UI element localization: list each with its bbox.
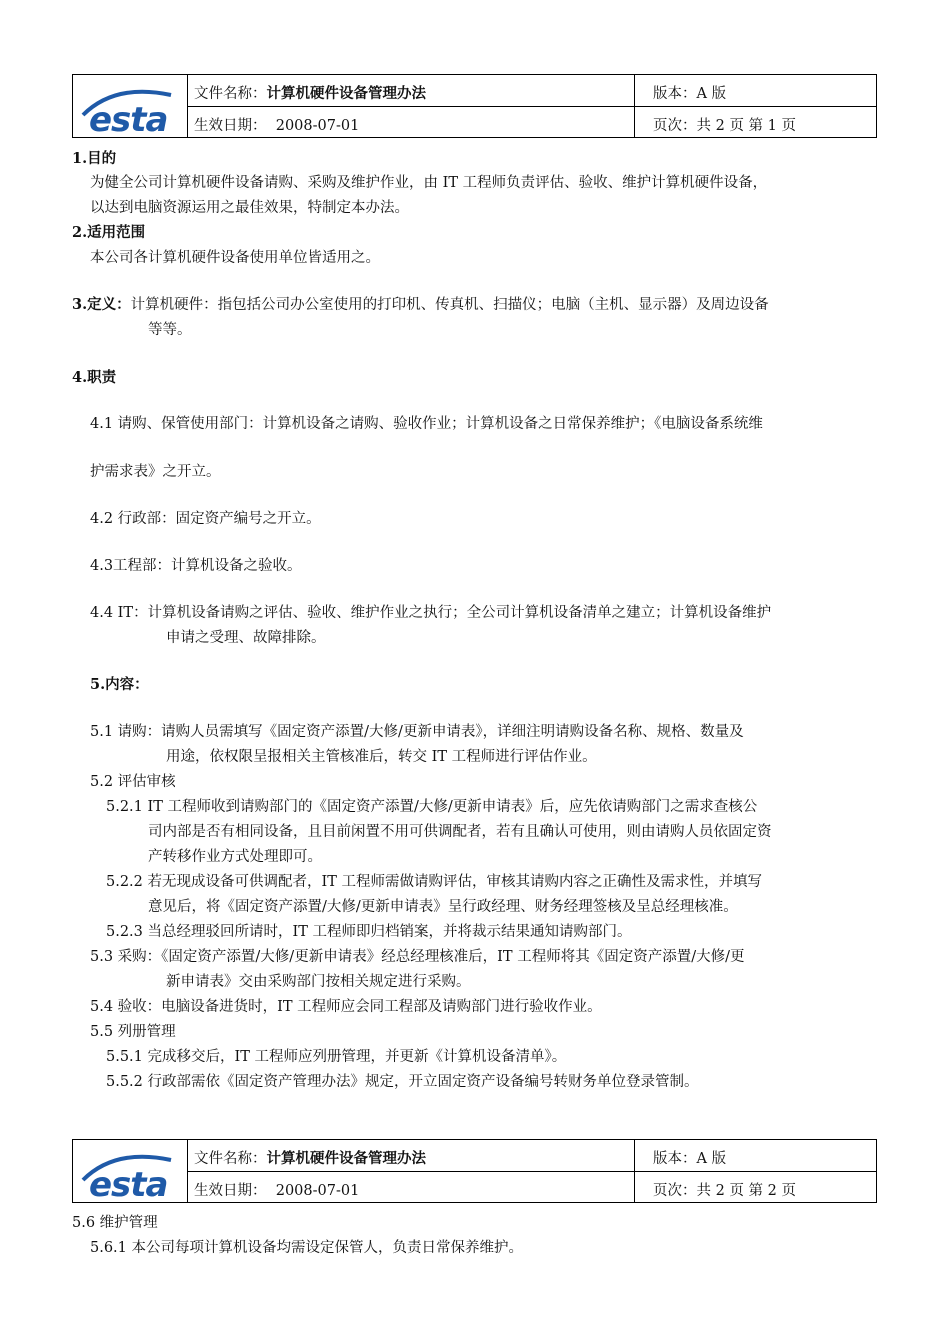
section-2-text: 本公司各计算机硬件设备使用单位皆适用之。 — [90, 250, 380, 266]
version: 版本：A 版 — [653, 1151, 727, 1167]
page-number: 页次：共 2 页 第 2 页 — [653, 1183, 796, 1199]
effective-date: 2008-07-01 — [275, 1183, 360, 1199]
logo-cell — [73, 75, 188, 137]
section-4-1: 护需求表》之开立。 — [90, 464, 221, 480]
doc-name-label: 文件名称： — [194, 86, 267, 102]
section-5-2-1: 5.2.1 IT 工程师收到请购部门的《固定资产添置/大修/更新申请表》后，应先依请购部门之需求查核公 — [106, 799, 758, 815]
section-4-4: 申请之受理、故障排除。 — [166, 630, 326, 646]
section-5-2-3: 5.2.3 当总经理驳回所请时，IT 工程师即归档销案，并将裁示结果通知请购部门。 — [106, 924, 632, 940]
section-5-1: 用途，依权限呈报相关主管核准后，转交 IT 工程师进行评估作业。 — [166, 749, 597, 765]
section-3-title: 3.定义： — [72, 296, 131, 313]
effective-label: 生效日期： — [194, 1183, 267, 1199]
section-5-6: 5.6 维护管理 — [72, 1215, 158, 1231]
svg-text:esta: esta — [89, 1165, 168, 1202]
section-5-5: 5.5 列册管理 — [90, 1024, 176, 1040]
company-logo — [75, 81, 187, 137]
doc-name: 计算机硬件设备管理办法 — [266, 85, 426, 102]
section-5-6-1: 5.6.1 本公司每项计算机设备均需设定保管人，负责日常保养维护。 — [90, 1240, 524, 1256]
section-5-2-2: 5.2.2 若无现成设备可供调配者，IT 工程师需做请购评估，审核其请购内容之正确性及需求性，并填写 — [106, 874, 763, 890]
version: 版本：A 版 — [653, 86, 727, 102]
section-3-text: 计算机硬件：指包括公司办公室使用的打印机、传真机、扫描仪；电脑（主机、显示器）及周边设备 — [130, 297, 769, 313]
section-5-2-1: 产转移作业方式处理即可。 — [148, 849, 322, 865]
section-5-1: 5.1 请购：请购人员需填写《固定资产添置/大修/更新申请表》，详细注明请购设备名称、规格、数量及 — [90, 724, 744, 740]
section-3-text: 等等。 — [148, 322, 192, 338]
document-header-page2 — [72, 1139, 877, 1203]
section-5-4: 5.4 验收：电脑设备进货时，IT 工程师应会同工程部及请购部门进行验收作业。 — [90, 999, 602, 1015]
section-4-3: 4.3工程部：计算机设备之验收。 — [90, 558, 302, 574]
section-4-4: 4.4 IT：计算机设备请购之评估、验收、维护作业之执行；全公司计算机设备清单之建立；计算机设备维护 — [90, 605, 772, 621]
section-5-2-2: 意见后，将《固定资产添置/大修/更新申请表》呈行政经理、财务经理签核及呈总经理核准。 — [148, 899, 738, 915]
section-4-1: 4.1 请购、保管使用部门：计算机设备之请购、验收作业；计算机设备之日常保养维护；《电脑设备系统维 — [90, 416, 763, 432]
section-5-title: 5.内容： — [90, 676, 149, 693]
doc-name-label: 文件名称： — [194, 1151, 267, 1167]
page-number: 页次：共 2 页 第 1 页 — [653, 118, 796, 134]
section-4-2: 4.2 行政部：固定资产编号之开立。 — [90, 511, 321, 527]
logo-cell — [73, 1140, 188, 1202]
section-5-5-2: 5.5.2 行政部需依《固定资产管理办法》规定，开立固定资产设备编号转财务单位登录管制。 — [106, 1074, 699, 1090]
section-5-5-1: 5.5.1 完成移交后，IT 工程师应列册管理，并更新《计算机设备清单》。 — [106, 1049, 567, 1065]
section-5-3: 新申请表》交由采购部门按相关规定进行采购。 — [166, 974, 471, 990]
section-5-3: 5.3 采购：《固定资产添置/大修/更新申请表》经总经理核准后，IT 工程师将其《固定资产添置/大修/更 — [90, 949, 745, 965]
effective-date: 2008-07-01 — [275, 118, 360, 134]
section-1-text: 为健全公司计算机硬件设备请购、采购及维护作业，由 IT 工程师负责评估、验收、维护计算机硬件设备， — [90, 175, 768, 191]
effective-label: 生效日期： — [194, 118, 267, 134]
section-5-2: 5.2 评估审核 — [90, 774, 176, 790]
section-1-text: 以达到电脑资源运用之最佳效果，特制定本办法。 — [90, 200, 409, 216]
doc-name: 计算机硬件设备管理办法 — [266, 1150, 426, 1167]
svg-text:esta: esta — [89, 100, 168, 137]
section-5-2-1: 司内部是否有相同设备，且目前闲置不用可供调配者，若有且确认可使用，则由请购人员依固定资 — [148, 824, 772, 840]
section-1-title: 1.目的 — [72, 150, 117, 167]
company-logo — [75, 1146, 187, 1202]
section-3-line — [72, 293, 769, 314]
document-header-page1 — [72, 74, 877, 138]
section-4-title: 4.职责 — [72, 369, 117, 386]
section-2-title: 2.适用范围 — [72, 224, 146, 241]
